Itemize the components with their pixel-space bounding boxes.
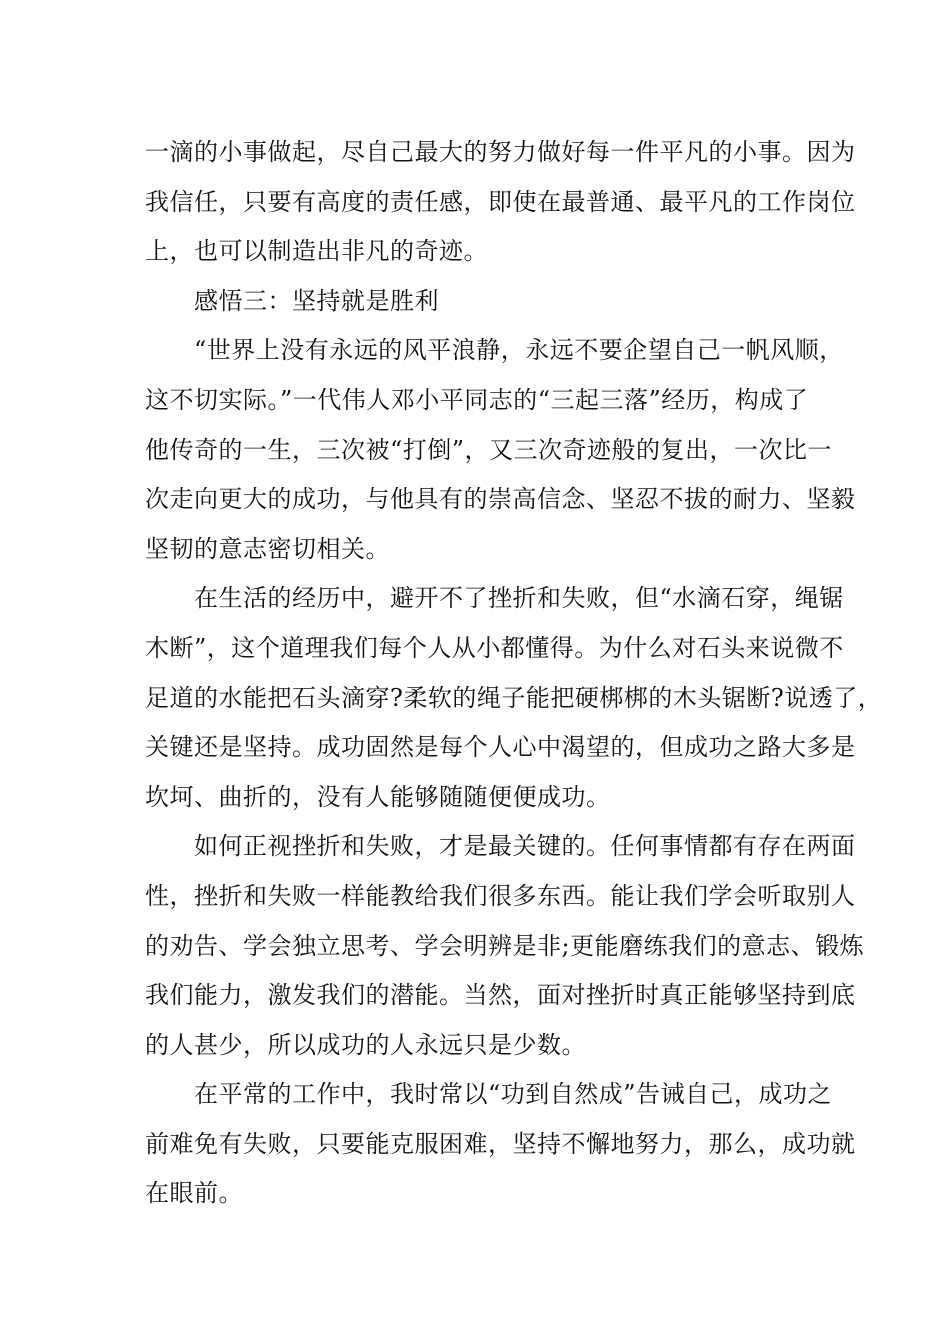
- text-line: 在生活的经历中，避开不了挫折和失败，但“水滴石穿，绳锯: [145, 584, 844, 613]
- text-line: 的劝告、学会独立思考、学会明辨是非;更能磨练我们的意志、锻炼: [145, 931, 865, 960]
- text-line: 我们能力，激发我们的潜能。当然，面对挫折时真正能够坚持到底: [145, 981, 856, 1010]
- text-line: 我信任，只要有高度的责任感，即使在最普通、最平凡的工作岗位: [145, 187, 856, 216]
- paragraph-continuation: [145, 128, 856, 277]
- text-line: 这不切实际。”一代伟人邓小平同志的“三起三落”经历，构成了: [145, 385, 809, 414]
- text-line: 的人甚少，所以成功的人永远只是少数。: [145, 1030, 586, 1059]
- text-line: 他传奇的一生，三次被“打倒”，又三次奇迹般的复出，一次比一: [145, 435, 833, 464]
- paragraph: [145, 574, 883, 822]
- text-line: 足道的水能把石头滴穿?柔软的绳子能把硬梆梆的木头锯断?说透了，: [145, 683, 883, 712]
- section-heading: [145, 277, 825, 327]
- text-line: 在平常的工作中，我时常以“功到自然成”告诫自己，成功之: [145, 1080, 833, 1109]
- paragraph: [145, 326, 856, 574]
- text-line: “世界上没有永远的风平浪静，永远不要企望自己一帆风顺，: [145, 336, 844, 365]
- text-line: 木断”，这个道理我们每个人从小都懂得。为什么对石头来说微不: [145, 633, 844, 662]
- text-line: 如何正视挫折和失败，才是最关键的。任何事情都有存在两面: [145, 832, 856, 861]
- text-line: 在眼前。: [145, 1179, 243, 1208]
- text-line: 次走向更大的成功，与他具有的崇高信念、坚忍不拔的耐力、坚毅: [145, 485, 856, 514]
- text-line: 前难免有失败，只要能克服困难，坚持不懈地努力，那么，成功就: [145, 1129, 856, 1158]
- heading-line: 感悟三：坚持就是胜利: [145, 286, 439, 315]
- text-line: 坎坷、曲折的，没有人能够随随便便成功。: [145, 782, 611, 811]
- text-line: 一滴的小事做起，尽自己最大的努力做好每一件平凡的小事。因为: [145, 138, 856, 166]
- paragraph: [145, 822, 865, 1070]
- text-line: 坚韧的意志密切相关。: [145, 534, 390, 563]
- text-line: 关键还是坚持。成功固然是每个人心中渴望的，但成功之路大多是: [145, 733, 856, 762]
- text-line: 上，也可以制造出非凡的奇迹。: [145, 237, 488, 266]
- paragraph: [145, 1070, 856, 1219]
- text-line: 性，挫折和失败一样能教给我们很多东西。能让我们学会听取别人: [145, 881, 856, 910]
- document-body: [145, 128, 883, 1219]
